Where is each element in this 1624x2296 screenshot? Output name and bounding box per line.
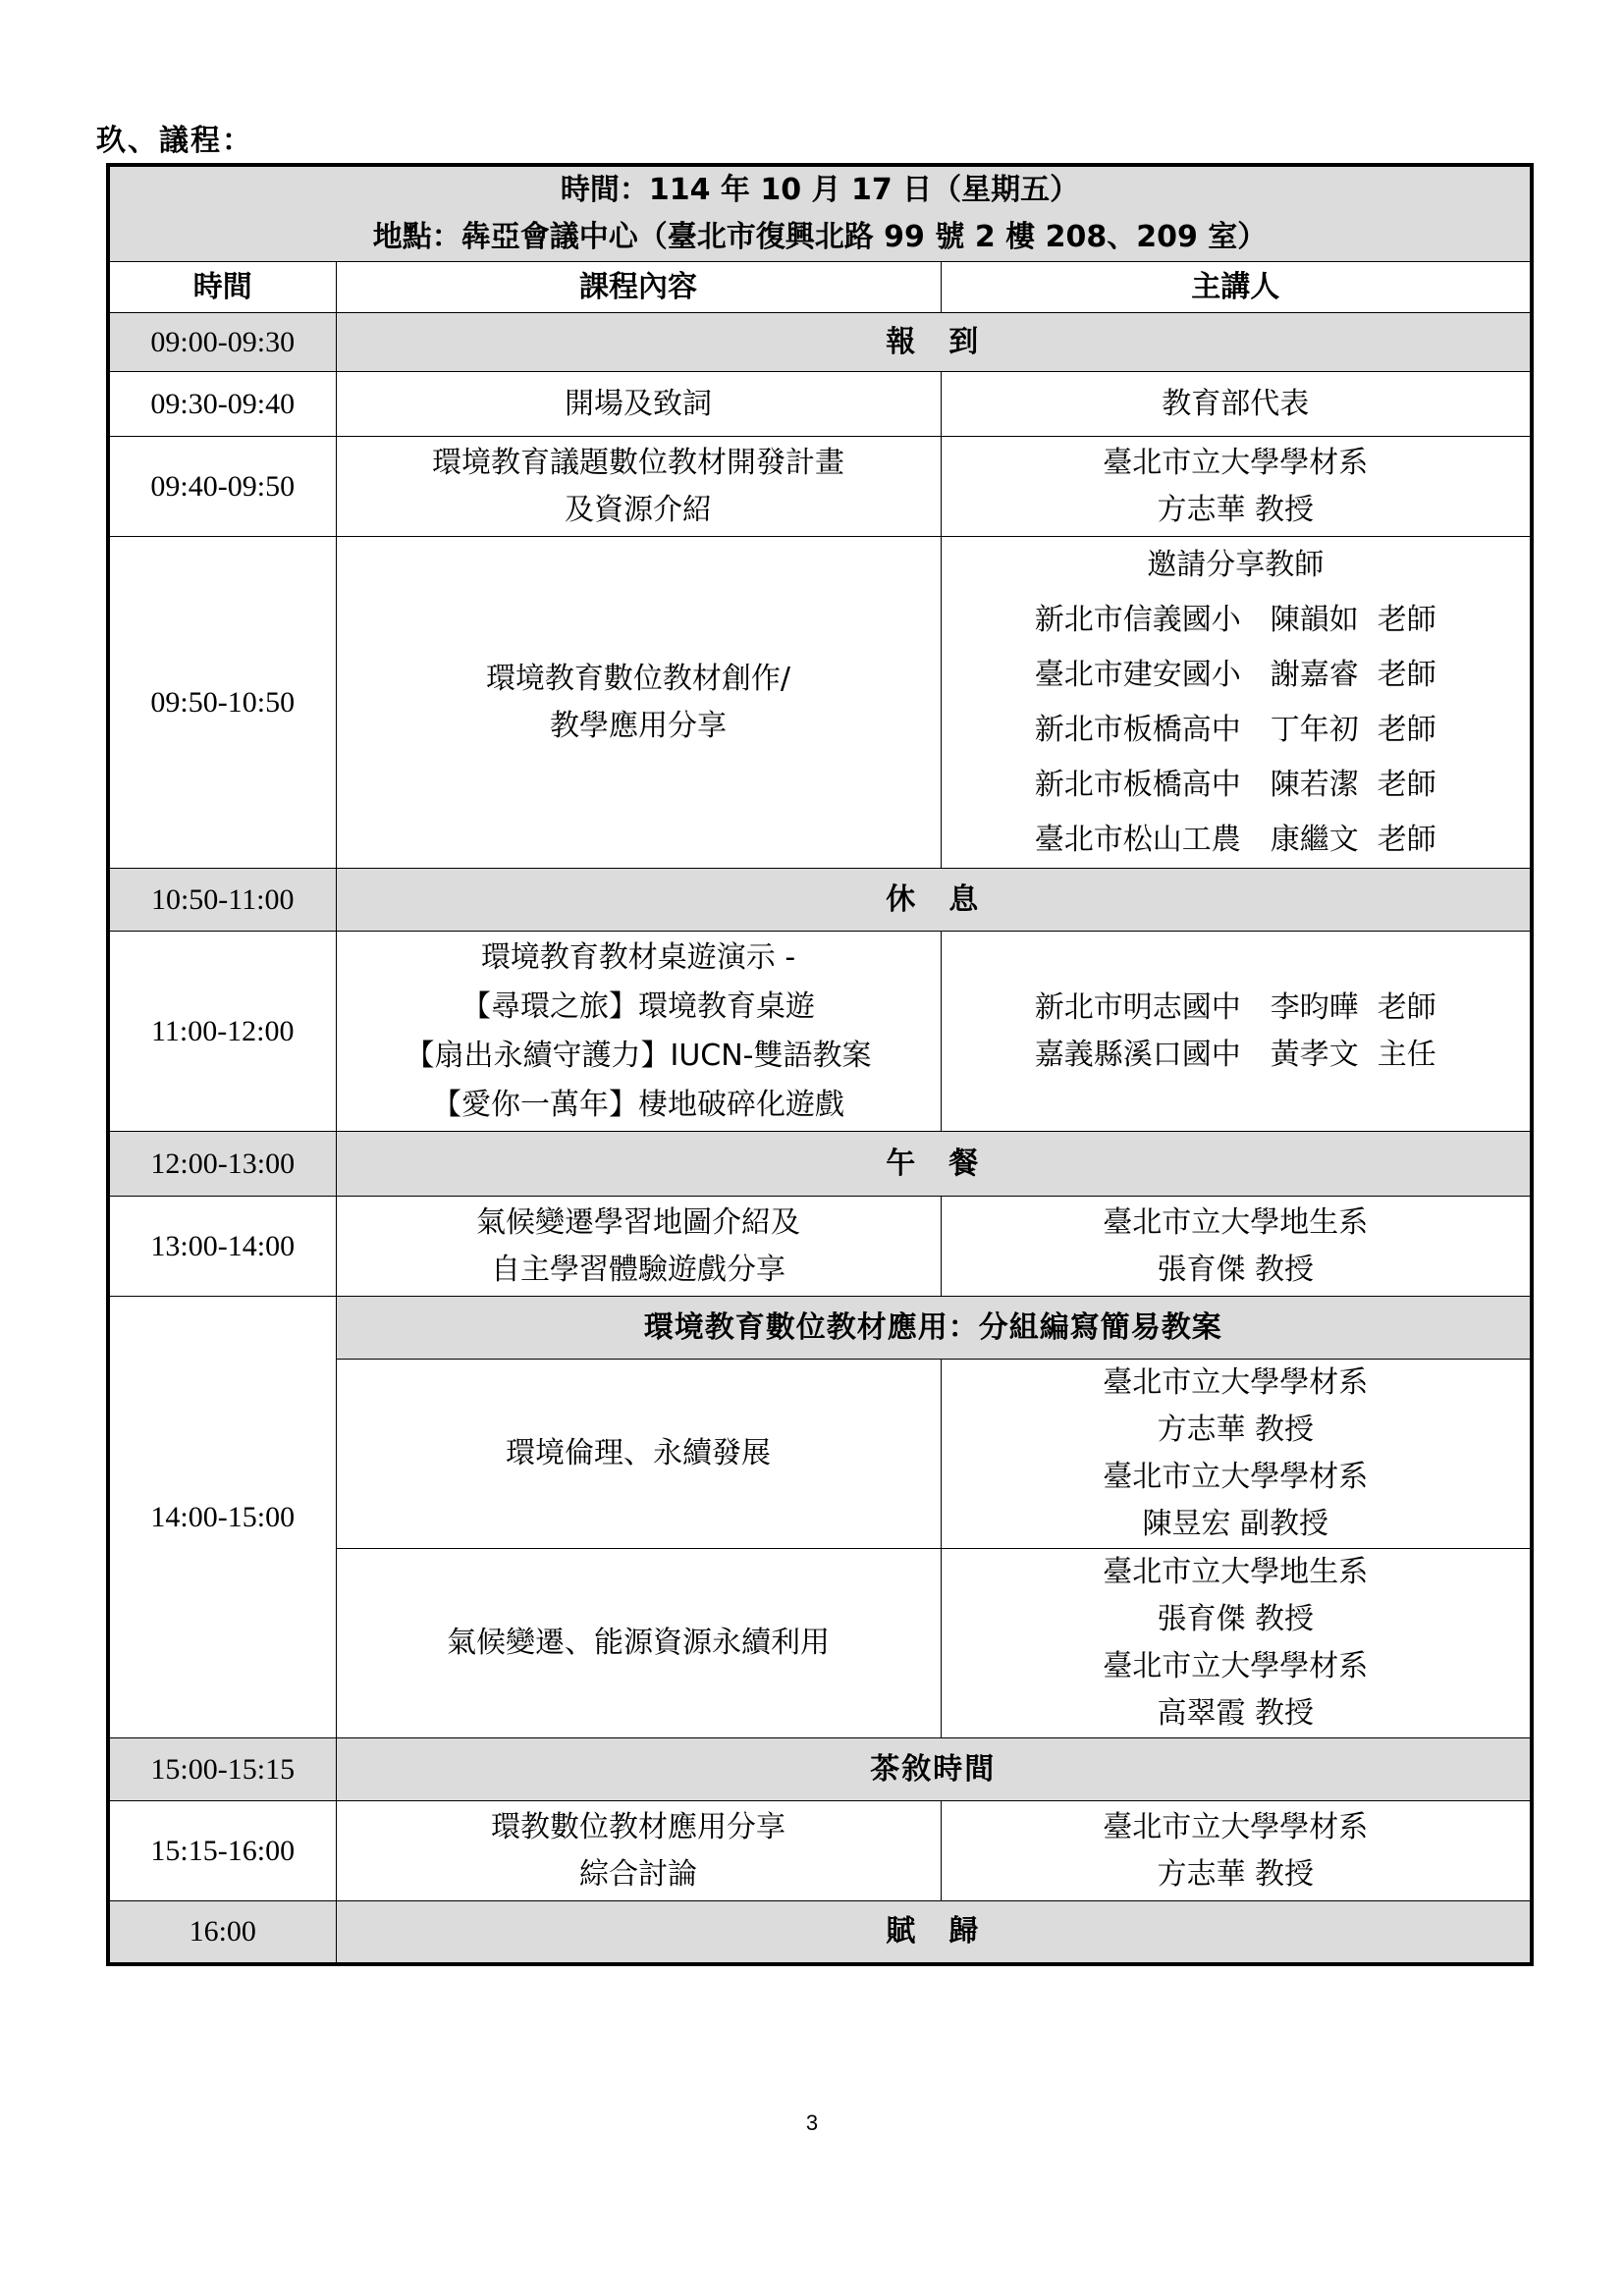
speaker-line: 邀請分享教師 <box>1147 547 1325 582</box>
row-time: 13:00-14:00 <box>108 1197 336 1297</box>
row-content: 開場及致詞 <box>336 372 941 437</box>
event-time: 時間：114 年 10 月 17 日（星期五） <box>560 173 1080 207</box>
event-place: 地點：犇亞會議中心（臺北市復興北路 99 號 2 樓 208、209 室） <box>372 220 1268 254</box>
content-line: 及資源介紹 <box>565 492 712 527</box>
speaker-line: 臺北市立大學地生系 <box>1103 1555 1369 1589</box>
table-row <box>108 1132 1532 1197</box>
speaker-line: 方志華 教授 <box>1157 1413 1315 1447</box>
content-line: 環境教育教材桌遊演示 - <box>480 939 796 975</box>
speaker-line: 張育傑 教授 <box>1157 1602 1315 1636</box>
header-content: 課程內容 <box>336 262 941 313</box>
content-line: 綜合討論 <box>579 1856 697 1892</box>
content-line: 氣候變遷學習地圖介紹及 <box>476 1204 800 1240</box>
row-time: 09:40-09:50 <box>108 437 336 537</box>
row-time: 09:50-10:50 <box>108 537 336 869</box>
row-time: 15:15-16:00 <box>108 1801 336 1901</box>
row-speaker <box>941 1801 1532 1901</box>
speaker-line: 臺北市立大學地生系 <box>1103 1204 1369 1240</box>
page-number: 3 <box>805 2110 819 2135</box>
info-row <box>108 165 1532 262</box>
row-time: 12:00-13:00 <box>108 1132 336 1197</box>
row-speaker: 教育部代表 <box>941 372 1532 437</box>
row-time: 10:50-11:00 <box>108 869 336 932</box>
row-time: 09:30-09:40 <box>108 372 336 437</box>
content-line: 教學應用分享 <box>550 708 727 743</box>
row-content <box>336 1801 941 1901</box>
row-speaker <box>941 932 1532 1132</box>
row-content: 環境倫理、永續發展 <box>336 1360 941 1549</box>
speaker-line: 新北市板橋高中 丁年初 老師 <box>1034 712 1436 747</box>
header-time: 時間 <box>108 262 336 313</box>
table-row <box>108 1901 1532 1964</box>
speaker-line: 臺北市立大學學材系 <box>1103 445 1369 480</box>
row-time: 16:00 <box>108 1901 336 1964</box>
speaker-line: 方志華 教授 <box>1157 492 1315 527</box>
table-row <box>108 537 1532 869</box>
row-content <box>336 1197 941 1297</box>
row-time: 14:00-15:00 <box>108 1297 336 1738</box>
table-row <box>108 1197 1532 1297</box>
row-speaker <box>941 437 1532 537</box>
row-content: 氣候變遷、能源資源永續利用 <box>336 1549 941 1738</box>
row-time: 15:00-15:15 <box>108 1738 336 1801</box>
row-content: 報 到 <box>336 313 1532 372</box>
table-row <box>108 437 1532 537</box>
table-row <box>108 372 1532 437</box>
row-content <box>336 537 941 869</box>
agenda-table <box>106 163 1534 1966</box>
speaker-line: 新北市信義國小 陳韻如 老師 <box>1034 602 1436 637</box>
table-row <box>108 932 1532 1132</box>
speaker-line: 臺北市建安國小 謝嘉睿 老師 <box>1034 657 1436 692</box>
content-line: 環境教育數位教材創作/ <box>485 661 791 696</box>
table-row <box>108 1297 1532 1360</box>
speaker-line: 臺北市立大學學材系 <box>1103 1649 1369 1683</box>
speaker-line: 新北市明志國中 李昀曄 老師 <box>1034 989 1436 1025</box>
row-content: 茶敘時間 <box>336 1738 1532 1801</box>
speaker-line: 新北市板橋高中 陳若潔 老師 <box>1034 767 1436 802</box>
speaker-line: 陳昱宏 副教授 <box>1142 1507 1329 1541</box>
content-line: 【扇出永續守護力】IUCN-雙語教案 <box>405 1038 872 1073</box>
row-speaker <box>941 537 1532 869</box>
section-title: 玖、議程： <box>96 124 253 158</box>
table-row <box>108 313 1532 372</box>
content-line: 【尋環之旅】環境教育桌遊 <box>461 988 815 1024</box>
speaker-line: 臺北市立大學學材系 <box>1103 1365 1369 1400</box>
event-info <box>108 165 1532 262</box>
content-line: 【愛你一萬年】棲地破碎化遊戲 <box>432 1087 844 1122</box>
row-content: 休 息 <box>336 869 1532 932</box>
row-content <box>336 437 941 537</box>
speaker-line: 嘉義縣溪口國中 黃孝文 主任 <box>1034 1037 1436 1072</box>
row-content: 賦 歸 <box>336 1901 1532 1964</box>
row-content <box>336 932 941 1132</box>
row-speaker <box>941 1549 1532 1738</box>
table-row <box>108 1738 1532 1801</box>
table-row <box>108 1801 1532 1901</box>
header-speaker: 主講人 <box>941 262 1532 313</box>
row-time: 09:00-09:30 <box>108 313 336 372</box>
header-row <box>108 262 1532 313</box>
row-speaker <box>941 1360 1532 1549</box>
speaker-line: 臺北市立大學學材系 <box>1103 1809 1369 1844</box>
speaker-line: 臺北市立大學學材系 <box>1103 1460 1369 1494</box>
row-content: 午 餐 <box>336 1132 1532 1197</box>
content-line: 環教數位教材應用分享 <box>491 1809 785 1844</box>
speaker-line: 臺北市松山工農 康繼文 老師 <box>1034 822 1436 857</box>
table-row <box>108 869 1532 932</box>
row-time: 11:00-12:00 <box>108 932 336 1132</box>
workshop-header: 環境教育數位教材應用：分組編寫簡易教案 <box>336 1297 1532 1360</box>
speaker-line: 張育傑 教授 <box>1157 1252 1315 1287</box>
content-line: 環境教育議題數位教材開發計畫 <box>432 445 844 480</box>
content-line: 自主學習體驗遊戲分享 <box>491 1252 785 1287</box>
row-speaker <box>941 1197 1532 1297</box>
speaker-line: 高翠霞 教授 <box>1157 1696 1315 1731</box>
speaker-line: 方志華 教授 <box>1157 1856 1315 1892</box>
